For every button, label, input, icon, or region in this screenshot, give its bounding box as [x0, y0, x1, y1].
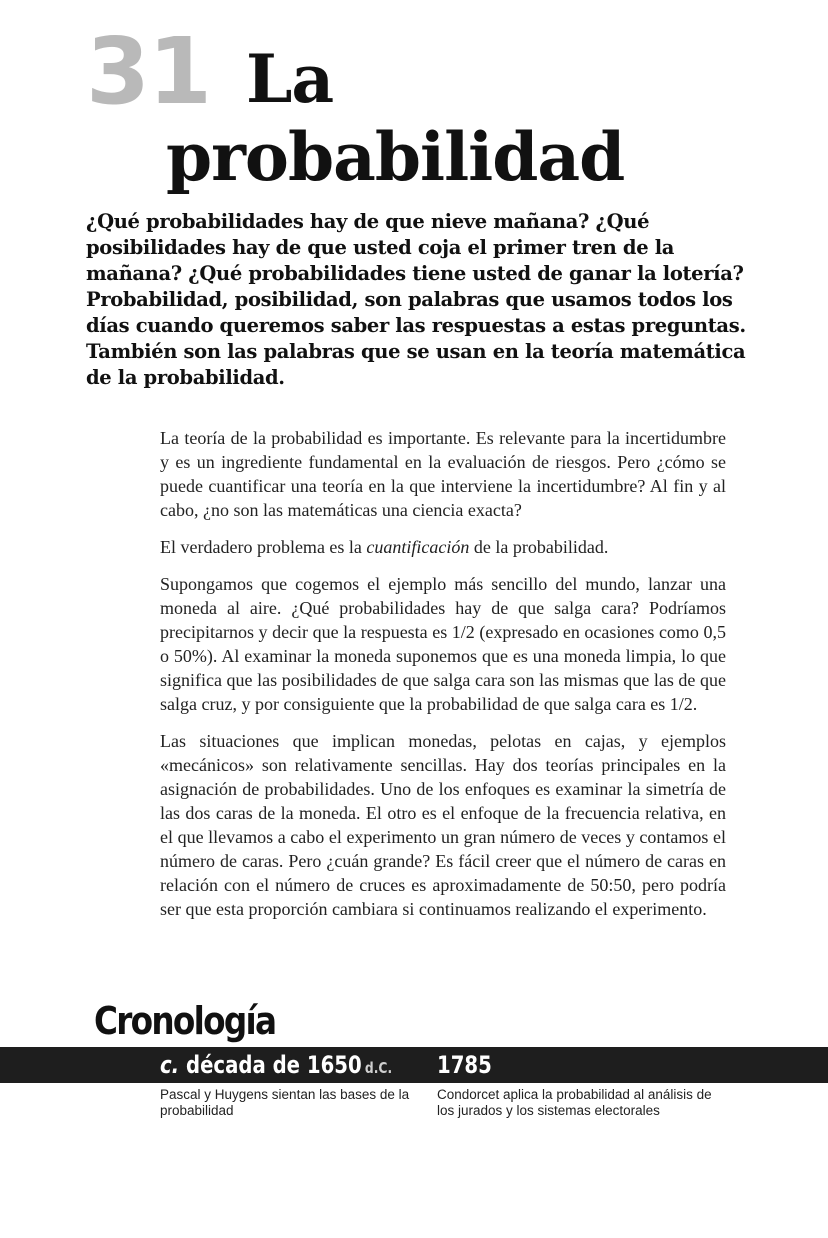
timeline-date-2 [437, 1047, 492, 1083]
chapter-number: 31 [86, 18, 211, 125]
body-paragraph-2-start: El verdadero problema es la [160, 537, 367, 557]
timeline-description-1: Pascal y Huygens sientan las bases de la probabilidad [160, 1087, 410, 1118]
body-paragraph-2-end: de la probabilidad. [469, 537, 609, 557]
circa-label: c. [160, 1051, 180, 1079]
chapter-title [166, 40, 806, 196]
lead-paragraph: ¿Qué probabilidades hay de que nieve mañana? ¿Qué posibilidades hay de que usted coja el primer tren de la mañana? ¿Qué probabilidades tiene usted de ganar la lotería? Probabilidad, posibilidad, son palabras que usamos todos los días cuando queremos saber las respuestas a estas preguntas. También son las palabras que se usan en la teoría matemática de la probabilidad. [86, 210, 746, 389]
timeline-date-1-value: década de 1650 [179, 1051, 362, 1079]
timeline-date-1 [160, 1047, 392, 1083]
body-text [160, 426, 726, 934]
emphasis-term: cuantificación [366, 537, 470, 557]
timeline-description-2: Condorcet aplica la probabilidad al análisis de los jurados y los sistemas electorales [437, 1087, 712, 1118]
body-paragraph-4: Las situaciones que implican monedas, pelotas en cajas, y ejemplos «mecánicos» son relativamente sencillas. Hay dos teorías principales en la asignación de probabilidades. Uno de los enfoques es examinar la simetría de las dos caras de la moneda. El otro es el enfoque de la frecuencia relativa, en el que llevamos a cabo el experimento un gran número de veces y contamos el número de caras. Pero ¿cuán grande? Es fácil creer que el número de caras en relación con el número de cruces es aproximadamente de 50:50, pero podría ser que esta proporción cambiara si continuamos realizando el experimento. [160, 731, 726, 919]
era-label: d.C. [364, 1059, 393, 1077]
timeline-bar [0, 1047, 828, 1083]
body-paragraph-2 [160, 535, 726, 559]
timeline-date-2-value: 1785 [437, 1051, 492, 1079]
body-paragraph-3: Supongamos que cogemos el ejemplo más sencillo del mundo, lanzar una moneda al aire. ¿Qué probabilidades hay de que salga cara? Podríamos precipitarnos y decir que la respuesta es 1/2 (expresado en ocasiones como 0,5 o 50%). Al examinar la moneda suponemos que es una moneda limpia, lo que significa que las posibilidades de que salga cara son las mismas que las de que salga cruz, y por consiguiente que la probabilidad de que salga cara es 1/2. [160, 574, 726, 714]
chapter-title-line2: probabilidad [166, 118, 625, 196]
chapter-title-line1: La [246, 40, 334, 118]
timeline-heading: Cronología [94, 999, 276, 1043]
body-paragraph-1: La teoría de la probabilidad es importante. Es relevante para la incertidumbre y es un ingrediente fundamental en la evaluación de riesgos. Pero ¿cómo se puede cuantificar una teoría en la que interviene la incertidumbre? Al fin y al cabo, ¿no son las matemáticas una ciencia exacta? [160, 428, 726, 520]
